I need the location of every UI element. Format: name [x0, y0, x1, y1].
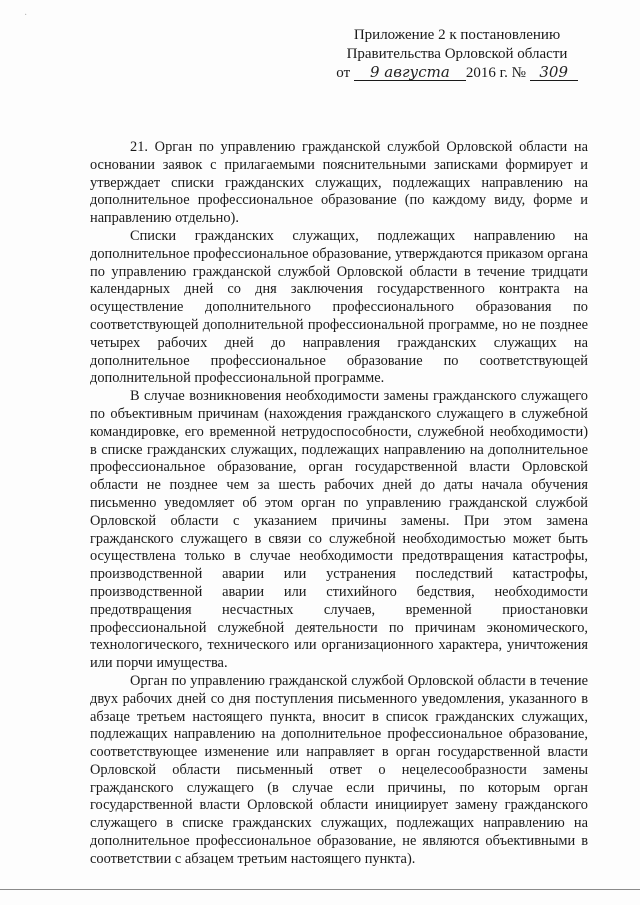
- header-year-text: 2016 г. №: [465, 65, 526, 81]
- document-body: [90, 139, 588, 869]
- handwritten-number: 309: [530, 64, 578, 81]
- header-date-line: [332, 64, 582, 83]
- paragraph-lists-approval: Списки гражданских служащих, подлежащих направлению на дополнительное профессиональное образование, утверждаются приказом органа по управлению гражданской службой Орловской области в течение тридцати календарных дней со дня заключения государственного контракта на осуществление дополнительного профессионального образования по соответствующей дополнительной профессиональной программе, но не позднее четырех рабочих дней до направления гражданских служащих на дополнительное профессиональное образование по соответствующей дополнительной профессиональной программе.: [90, 227, 588, 387]
- scan-artifact-mark: ·: [24, 10, 28, 21]
- header-date-prefix: от: [336, 65, 351, 81]
- paragraph-replacement-case: В случае возникновения необходимости замены гражданского служащего по объективным причинам (нахождения гражданского служащего в служебной командировке, его временной нетрудоспособности, служебной необходимости) в списке гражданских служащих, подлежащих направлению на дополнительное профессиональное образование, орган государственной власти Орловской области не позднее чем за шесть рабочих дней до даты начала обучения письменно уведомляет об этом орган по управлению гражданской службой Орловской области с указанием причины замены. При этом замена гражданского служащего в связи со служебной необходимостью может быть осуществлена только в случае необходимости предотвращения катастрофы, производственной аварии или устранения последствий катастрофы, производственной аварии или стихийного бедствия, необходимости предотвращения несчастных случаев, временной приостановки профессиональной служебной деятельности по причинам экономического, технологического, технического или организационного характера, уничтожения или порчи имущества.: [90, 388, 588, 672]
- document-header: [332, 26, 582, 83]
- paragraph-notification-response: Орган по управлению гражданской службой Орловской области в течение двух рабочих дней со дня поступления письменного уведомления, указанного в абзаце третьем настоящего пункта, вносит в список гражданских служащих, подлежащих направлению на дополнительное профессиональное образование, соответствующее изменение или направляет в орган государственной власти Орловской области письменный ответ о нецелесообразности замены гражданского служащего (в случае если причины, по которым орган государственной власти Орловской области инициирует замену гражданского служащего в списке гражданских служащих, подлежащих направлению на дополнительное профессиональное образование, не являются объективными в соответствии с абзацем третьим настоящего пункта).: [90, 672, 588, 867]
- header-appendix-line: Приложение 2 к постановлению: [353, 27, 561, 43]
- header-government-line: Правительства Орловской области: [346, 46, 568, 62]
- page-bottom-rule: [0, 889, 640, 890]
- paragraph-item-21: 21. Орган по управлению гражданской службой Орловской области на основании заявок с прилагаемыми пояснительными записками формирует и утверждает списки гражданских служащих, подлежащих направлению на дополнительное профессиональное образование (по каждому виду, форме и направлению отдельно).: [90, 139, 588, 227]
- handwritten-date: 9 августа: [354, 64, 466, 81]
